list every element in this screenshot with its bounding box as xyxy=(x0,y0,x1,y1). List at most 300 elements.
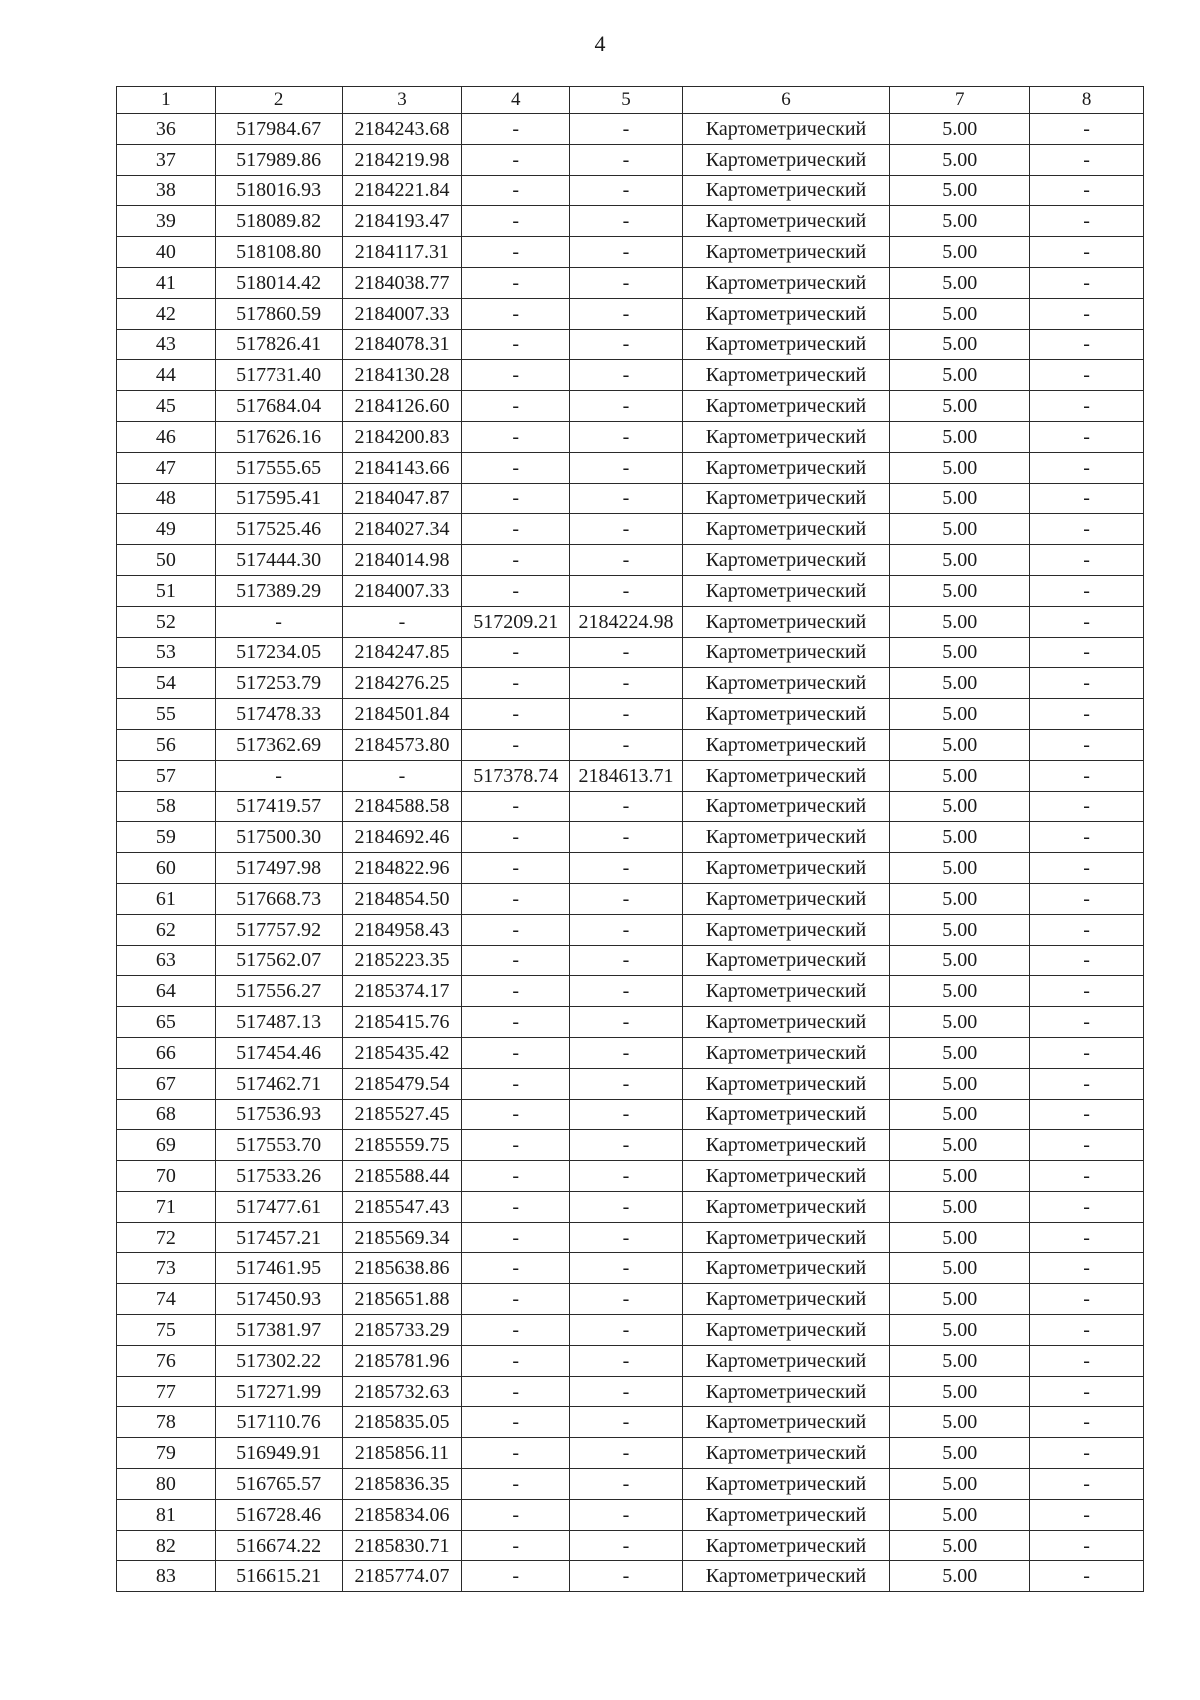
y-coordinate-alt-cell: 2184224.98 xyxy=(570,606,683,637)
column-header: 3 xyxy=(342,87,462,114)
note-cell: - xyxy=(1030,637,1144,668)
note-cell: - xyxy=(1030,1469,1144,1500)
table-row xyxy=(117,1530,1144,1561)
point-number-cell: 65 xyxy=(117,1007,216,1038)
y-coordinate-cell: 2185733.29 xyxy=(342,1315,462,1346)
accuracy-cell: 5.00 xyxy=(890,1345,1030,1376)
note-cell: - xyxy=(1030,853,1144,884)
x-coordinate-alt-cell: - xyxy=(462,637,570,668)
method-cell: Картометрический xyxy=(682,1530,889,1561)
method-cell: Картометрический xyxy=(682,1499,889,1530)
accuracy-cell: 5.00 xyxy=(890,545,1030,576)
method-cell: Картометрический xyxy=(682,1130,889,1161)
y-coordinate-alt-cell: - xyxy=(570,1315,683,1346)
y-coordinate-cell: 2184247.85 xyxy=(342,637,462,668)
table-row xyxy=(117,1099,1144,1130)
x-coordinate-cell: 517684.04 xyxy=(215,391,342,422)
point-number-cell: 82 xyxy=(117,1530,216,1561)
method-cell: Картометрический xyxy=(682,699,889,730)
table-row xyxy=(117,206,1144,237)
note-cell: - xyxy=(1030,606,1144,637)
point-number-cell: 38 xyxy=(117,175,216,206)
x-coordinate-cell: 517454.46 xyxy=(215,1037,342,1068)
method-cell: Картометрический xyxy=(682,298,889,329)
note-cell: - xyxy=(1030,452,1144,483)
note-cell: - xyxy=(1030,329,1144,360)
point-number-cell: 37 xyxy=(117,144,216,175)
accuracy-cell: 5.00 xyxy=(890,1315,1030,1346)
y-coordinate-alt-cell: - xyxy=(570,1376,683,1407)
y-coordinate-alt-cell: - xyxy=(570,360,683,391)
x-coordinate-alt-cell: - xyxy=(462,976,570,1007)
y-coordinate-alt-cell: - xyxy=(570,267,683,298)
x-coordinate-alt-cell: - xyxy=(462,329,570,360)
y-coordinate-cell: 2184014.98 xyxy=(342,545,462,576)
note-cell: - xyxy=(1030,237,1144,268)
method-cell: Картометрический xyxy=(682,1284,889,1315)
accuracy-cell: 5.00 xyxy=(890,1284,1030,1315)
point-number-cell: 62 xyxy=(117,914,216,945)
y-coordinate-alt-cell: - xyxy=(570,668,683,699)
x-coordinate-alt-cell: - xyxy=(462,237,570,268)
x-coordinate-alt-cell: - xyxy=(462,144,570,175)
method-cell: Картометрический xyxy=(682,668,889,699)
x-coordinate-cell: 517757.92 xyxy=(215,914,342,945)
point-number-cell: 52 xyxy=(117,606,216,637)
y-coordinate-cell: 2184200.83 xyxy=(342,421,462,452)
x-coordinate-cell: 517626.16 xyxy=(215,421,342,452)
table-row xyxy=(117,699,1144,730)
point-number-cell: 80 xyxy=(117,1469,216,1500)
y-coordinate-alt-cell: - xyxy=(570,1191,683,1222)
point-number-cell: 59 xyxy=(117,822,216,853)
method-cell: Картометрический xyxy=(682,1037,889,1068)
x-coordinate-cell: 517533.26 xyxy=(215,1161,342,1192)
table-row xyxy=(117,483,1144,514)
x-coordinate-alt-cell: - xyxy=(462,1037,570,1068)
y-coordinate-cell: - xyxy=(342,606,462,637)
point-number-cell: 71 xyxy=(117,1191,216,1222)
x-coordinate-cell: 517389.29 xyxy=(215,575,342,606)
note-cell: - xyxy=(1030,1407,1144,1438)
method-cell: Картометрический xyxy=(682,1345,889,1376)
table-row xyxy=(117,822,1144,853)
accuracy-cell: 5.00 xyxy=(890,267,1030,298)
point-number-cell: 67 xyxy=(117,1068,216,1099)
y-coordinate-cell: 2184130.28 xyxy=(342,360,462,391)
table-row xyxy=(117,1376,1144,1407)
y-coordinate-cell: 2185435.42 xyxy=(342,1037,462,1068)
note-cell: - xyxy=(1030,1191,1144,1222)
y-coordinate-cell: 2184501.84 xyxy=(342,699,462,730)
method-cell: Картометрический xyxy=(682,1007,889,1038)
note-cell: - xyxy=(1030,945,1144,976)
x-coordinate-cell: 517302.22 xyxy=(215,1345,342,1376)
table-row xyxy=(117,391,1144,422)
method-cell: Картометрический xyxy=(682,514,889,545)
x-coordinate-cell: 517497.98 xyxy=(215,853,342,884)
y-coordinate-cell: 2184573.80 xyxy=(342,729,462,760)
method-cell: Картометрический xyxy=(682,421,889,452)
accuracy-cell: 5.00 xyxy=(890,1469,1030,1500)
note-cell: - xyxy=(1030,514,1144,545)
y-coordinate-cell: 2184588.58 xyxy=(342,791,462,822)
note-cell: - xyxy=(1030,1345,1144,1376)
y-coordinate-cell: 2185588.44 xyxy=(342,1161,462,1192)
y-coordinate-alt-cell: - xyxy=(570,1130,683,1161)
point-number-cell: 44 xyxy=(117,360,216,391)
y-coordinate-alt-cell: - xyxy=(570,1407,683,1438)
table-row xyxy=(117,1161,1144,1192)
y-coordinate-alt-cell: - xyxy=(570,914,683,945)
y-coordinate-alt-cell: - xyxy=(570,1284,683,1315)
x-coordinate-cell: 517461.95 xyxy=(215,1253,342,1284)
y-coordinate-alt-cell: - xyxy=(570,114,683,145)
method-cell: Картометрический xyxy=(682,114,889,145)
accuracy-cell: 5.00 xyxy=(890,452,1030,483)
x-coordinate-alt-cell: 517209.21 xyxy=(462,606,570,637)
method-cell: Картометрический xyxy=(682,1407,889,1438)
y-coordinate-alt-cell: - xyxy=(570,421,683,452)
x-coordinate-alt-cell: - xyxy=(462,175,570,206)
x-coordinate-alt-cell: - xyxy=(462,1315,570,1346)
accuracy-cell: 5.00 xyxy=(890,668,1030,699)
y-coordinate-cell: 2185651.88 xyxy=(342,1284,462,1315)
y-coordinate-alt-cell: - xyxy=(570,729,683,760)
accuracy-cell: 5.00 xyxy=(890,606,1030,637)
y-coordinate-alt-cell: 2184613.71 xyxy=(570,760,683,791)
note-cell: - xyxy=(1030,791,1144,822)
table-row xyxy=(117,114,1144,145)
x-coordinate-cell: 517668.73 xyxy=(215,883,342,914)
table-row xyxy=(117,237,1144,268)
x-coordinate-alt-cell: 517378.74 xyxy=(462,760,570,791)
y-coordinate-alt-cell: - xyxy=(570,1499,683,1530)
table-row xyxy=(117,1561,1144,1592)
y-coordinate-alt-cell: - xyxy=(570,144,683,175)
x-coordinate-cell: 517487.13 xyxy=(215,1007,342,1038)
y-coordinate-alt-cell: - xyxy=(570,391,683,422)
y-coordinate-alt-cell: - xyxy=(570,1161,683,1192)
y-coordinate-cell: 2184078.31 xyxy=(342,329,462,360)
x-coordinate-cell: 517477.61 xyxy=(215,1191,342,1222)
x-coordinate-alt-cell: - xyxy=(462,853,570,884)
accuracy-cell: 5.00 xyxy=(890,1099,1030,1130)
table-row xyxy=(117,1191,1144,1222)
y-coordinate-cell: 2184958.43 xyxy=(342,914,462,945)
table-row xyxy=(117,1222,1144,1253)
accuracy-cell: 5.00 xyxy=(890,1530,1030,1561)
page-number: 4 xyxy=(594,31,606,56)
y-coordinate-alt-cell: - xyxy=(570,1438,683,1469)
method-cell: Картометрический xyxy=(682,545,889,576)
point-number-cell: 50 xyxy=(117,545,216,576)
method-cell: Картометрический xyxy=(682,1099,889,1130)
x-coordinate-cell: - xyxy=(215,760,342,791)
y-coordinate-alt-cell: - xyxy=(570,514,683,545)
x-coordinate-cell: 517860.59 xyxy=(215,298,342,329)
y-coordinate-cell: 2184007.33 xyxy=(342,575,462,606)
note-cell: - xyxy=(1030,1284,1144,1315)
method-cell: Картометрический xyxy=(682,1315,889,1346)
x-coordinate-cell: 516674.22 xyxy=(215,1530,342,1561)
x-coordinate-alt-cell: - xyxy=(462,1530,570,1561)
note-cell: - xyxy=(1030,1530,1144,1561)
accuracy-cell: 5.00 xyxy=(890,822,1030,853)
method-cell: Картометрический xyxy=(682,452,889,483)
note-cell: - xyxy=(1030,668,1144,699)
note-cell: - xyxy=(1030,267,1144,298)
point-number-cell: 53 xyxy=(117,637,216,668)
method-cell: Картометрический xyxy=(682,391,889,422)
point-number-cell: 76 xyxy=(117,1345,216,1376)
x-coordinate-alt-cell: - xyxy=(462,699,570,730)
y-coordinate-alt-cell: - xyxy=(570,545,683,576)
y-coordinate-cell: 2185781.96 xyxy=(342,1345,462,1376)
y-coordinate-alt-cell: - xyxy=(570,1007,683,1038)
y-coordinate-cell: 2184027.34 xyxy=(342,514,462,545)
table-row xyxy=(117,668,1144,699)
column-header: 2 xyxy=(215,87,342,114)
point-number-cell: 72 xyxy=(117,1222,216,1253)
table-row xyxy=(117,1068,1144,1099)
accuracy-cell: 5.00 xyxy=(890,329,1030,360)
accuracy-cell: 5.00 xyxy=(890,360,1030,391)
point-number-cell: 48 xyxy=(117,483,216,514)
y-coordinate-alt-cell: - xyxy=(570,575,683,606)
y-coordinate-alt-cell: - xyxy=(570,945,683,976)
x-coordinate-alt-cell: - xyxy=(462,945,570,976)
accuracy-cell: 5.00 xyxy=(890,1407,1030,1438)
x-coordinate-alt-cell: - xyxy=(462,1161,570,1192)
x-coordinate-cell: 518016.93 xyxy=(215,175,342,206)
y-coordinate-cell: 2185856.11 xyxy=(342,1438,462,1469)
x-coordinate-cell: 517234.05 xyxy=(215,637,342,668)
x-coordinate-alt-cell: - xyxy=(462,1499,570,1530)
method-cell: Картометрический xyxy=(682,760,889,791)
x-coordinate-alt-cell: - xyxy=(462,1561,570,1592)
accuracy-cell: 5.00 xyxy=(890,945,1030,976)
y-coordinate-cell: 2185527.45 xyxy=(342,1099,462,1130)
note-cell: - xyxy=(1030,206,1144,237)
x-coordinate-cell: 517553.70 xyxy=(215,1130,342,1161)
y-coordinate-cell: 2184221.84 xyxy=(342,175,462,206)
y-coordinate-cell: 2184193.47 xyxy=(342,206,462,237)
method-cell: Картометрический xyxy=(682,144,889,175)
x-coordinate-alt-cell: - xyxy=(462,1068,570,1099)
table-row xyxy=(117,1345,1144,1376)
point-number-cell: 73 xyxy=(117,1253,216,1284)
note-cell: - xyxy=(1030,545,1144,576)
method-cell: Картометрический xyxy=(682,791,889,822)
note-cell: - xyxy=(1030,360,1144,391)
x-coordinate-alt-cell: - xyxy=(462,514,570,545)
table-row xyxy=(117,360,1144,391)
method-cell: Картометрический xyxy=(682,237,889,268)
note-cell: - xyxy=(1030,760,1144,791)
accuracy-cell: 5.00 xyxy=(890,144,1030,175)
table-row xyxy=(117,267,1144,298)
x-coordinate-alt-cell: - xyxy=(462,1253,570,1284)
point-number-cell: 42 xyxy=(117,298,216,329)
y-coordinate-cell: 2184219.98 xyxy=(342,144,462,175)
point-number-cell: 66 xyxy=(117,1037,216,1068)
x-coordinate-alt-cell: - xyxy=(462,1284,570,1315)
accuracy-cell: 5.00 xyxy=(890,298,1030,329)
y-coordinate-alt-cell: - xyxy=(570,1345,683,1376)
table-row xyxy=(117,144,1144,175)
x-coordinate-alt-cell: - xyxy=(462,1222,570,1253)
x-coordinate-alt-cell: - xyxy=(462,1345,570,1376)
x-coordinate-alt-cell: - xyxy=(462,791,570,822)
y-coordinate-alt-cell: - xyxy=(570,329,683,360)
x-coordinate-alt-cell: - xyxy=(462,1191,570,1222)
table-row xyxy=(117,883,1144,914)
x-coordinate-cell: 517555.65 xyxy=(215,452,342,483)
x-coordinate-cell: 517450.93 xyxy=(215,1284,342,1315)
x-coordinate-alt-cell: - xyxy=(462,114,570,145)
method-cell: Картометрический xyxy=(682,914,889,945)
x-coordinate-cell: 517419.57 xyxy=(215,791,342,822)
method-cell: Картометрический xyxy=(682,483,889,514)
y-coordinate-alt-cell: - xyxy=(570,822,683,853)
note-cell: - xyxy=(1030,1068,1144,1099)
y-coordinate-cell: 2185223.35 xyxy=(342,945,462,976)
y-coordinate-cell: 2184143.66 xyxy=(342,452,462,483)
method-cell: Картометрический xyxy=(682,1222,889,1253)
note-cell: - xyxy=(1030,1499,1144,1530)
y-coordinate-cell: 2185415.76 xyxy=(342,1007,462,1038)
table-row xyxy=(117,175,1144,206)
y-coordinate-alt-cell: - xyxy=(570,1530,683,1561)
point-number-cell: 43 xyxy=(117,329,216,360)
y-coordinate-cell: 2185547.43 xyxy=(342,1191,462,1222)
column-header: 8 xyxy=(1030,87,1144,114)
accuracy-cell: 5.00 xyxy=(890,1376,1030,1407)
header-row xyxy=(117,87,1144,114)
method-cell: Картометрический xyxy=(682,606,889,637)
x-coordinate-cell: 517462.71 xyxy=(215,1068,342,1099)
table-row xyxy=(117,575,1144,606)
note-cell: - xyxy=(1030,483,1144,514)
accuracy-cell: 5.00 xyxy=(890,637,1030,668)
y-coordinate-alt-cell: - xyxy=(570,637,683,668)
table-header xyxy=(117,87,1144,114)
method-cell: Картометрический xyxy=(682,822,889,853)
table-row xyxy=(117,945,1144,976)
y-coordinate-cell: 2185836.35 xyxy=(342,1469,462,1500)
accuracy-cell: 5.00 xyxy=(890,699,1030,730)
x-coordinate-cell: 517525.46 xyxy=(215,514,342,545)
point-number-cell: 51 xyxy=(117,575,216,606)
y-coordinate-alt-cell: - xyxy=(570,976,683,1007)
point-number-cell: 68 xyxy=(117,1099,216,1130)
x-coordinate-alt-cell: - xyxy=(462,298,570,329)
point-number-cell: 56 xyxy=(117,729,216,760)
point-number-cell: 47 xyxy=(117,452,216,483)
x-coordinate-cell: 517444.30 xyxy=(215,545,342,576)
x-coordinate-cell: 517457.21 xyxy=(215,1222,342,1253)
table-row xyxy=(117,452,1144,483)
y-coordinate-cell: 2185479.54 xyxy=(342,1068,462,1099)
y-coordinate-cell: 2185559.75 xyxy=(342,1130,462,1161)
point-number-cell: 69 xyxy=(117,1130,216,1161)
table-row xyxy=(117,853,1144,884)
y-coordinate-alt-cell: - xyxy=(570,298,683,329)
y-coordinate-cell: 2184276.25 xyxy=(342,668,462,699)
y-coordinate-alt-cell: - xyxy=(570,883,683,914)
note-cell: - xyxy=(1030,729,1144,760)
table-row xyxy=(117,637,1144,668)
x-coordinate-alt-cell: - xyxy=(462,1099,570,1130)
x-coordinate-alt-cell: - xyxy=(462,360,570,391)
accuracy-cell: 5.00 xyxy=(890,1068,1030,1099)
accuracy-cell: 5.00 xyxy=(890,1191,1030,1222)
point-number-cell: 45 xyxy=(117,391,216,422)
point-number-cell: 36 xyxy=(117,114,216,145)
x-coordinate-alt-cell: - xyxy=(462,483,570,514)
point-number-cell: 41 xyxy=(117,267,216,298)
method-cell: Картометрический xyxy=(682,1561,889,1592)
x-coordinate-alt-cell: - xyxy=(462,729,570,760)
x-coordinate-cell: 516728.46 xyxy=(215,1499,342,1530)
point-number-cell: 74 xyxy=(117,1284,216,1315)
method-cell: Картометрический xyxy=(682,1376,889,1407)
accuracy-cell: 5.00 xyxy=(890,483,1030,514)
accuracy-cell: 5.00 xyxy=(890,1222,1030,1253)
x-coordinate-alt-cell: - xyxy=(462,668,570,699)
note-cell: - xyxy=(1030,114,1144,145)
point-number-cell: 55 xyxy=(117,699,216,730)
table-row xyxy=(117,1315,1144,1346)
x-coordinate-cell: 517826.41 xyxy=(215,329,342,360)
accuracy-cell: 5.00 xyxy=(890,1037,1030,1068)
table-row xyxy=(117,760,1144,791)
y-coordinate-alt-cell: - xyxy=(570,1253,683,1284)
accuracy-cell: 5.00 xyxy=(890,391,1030,422)
x-coordinate-alt-cell: - xyxy=(462,545,570,576)
y-coordinate-cell: 2184822.96 xyxy=(342,853,462,884)
accuracy-cell: 5.00 xyxy=(890,1438,1030,1469)
y-coordinate-cell: 2184117.31 xyxy=(342,237,462,268)
column-header: 1 xyxy=(117,87,216,114)
table-row xyxy=(117,1499,1144,1530)
accuracy-cell: 5.00 xyxy=(890,760,1030,791)
method-cell: Картометрический xyxy=(682,729,889,760)
y-coordinate-cell: 2185830.71 xyxy=(342,1530,462,1561)
note-cell: - xyxy=(1030,1037,1144,1068)
note-cell: - xyxy=(1030,1438,1144,1469)
point-number-cell: 70 xyxy=(117,1161,216,1192)
note-cell: - xyxy=(1030,575,1144,606)
table-row xyxy=(117,791,1144,822)
x-coordinate-cell: 517110.76 xyxy=(215,1407,342,1438)
y-coordinate-alt-cell: - xyxy=(570,175,683,206)
x-coordinate-alt-cell: - xyxy=(462,391,570,422)
accuracy-cell: 5.00 xyxy=(890,853,1030,884)
method-cell: Картометрический xyxy=(682,1161,889,1192)
table-row xyxy=(117,976,1144,1007)
table-row xyxy=(117,1438,1144,1469)
y-coordinate-cell: 2185732.63 xyxy=(342,1376,462,1407)
point-number-cell: 39 xyxy=(117,206,216,237)
x-coordinate-cell: - xyxy=(215,606,342,637)
accuracy-cell: 5.00 xyxy=(890,791,1030,822)
y-coordinate-alt-cell: - xyxy=(570,853,683,884)
note-cell: - xyxy=(1030,1099,1144,1130)
note-cell: - xyxy=(1030,298,1144,329)
method-cell: Картометрический xyxy=(682,329,889,360)
